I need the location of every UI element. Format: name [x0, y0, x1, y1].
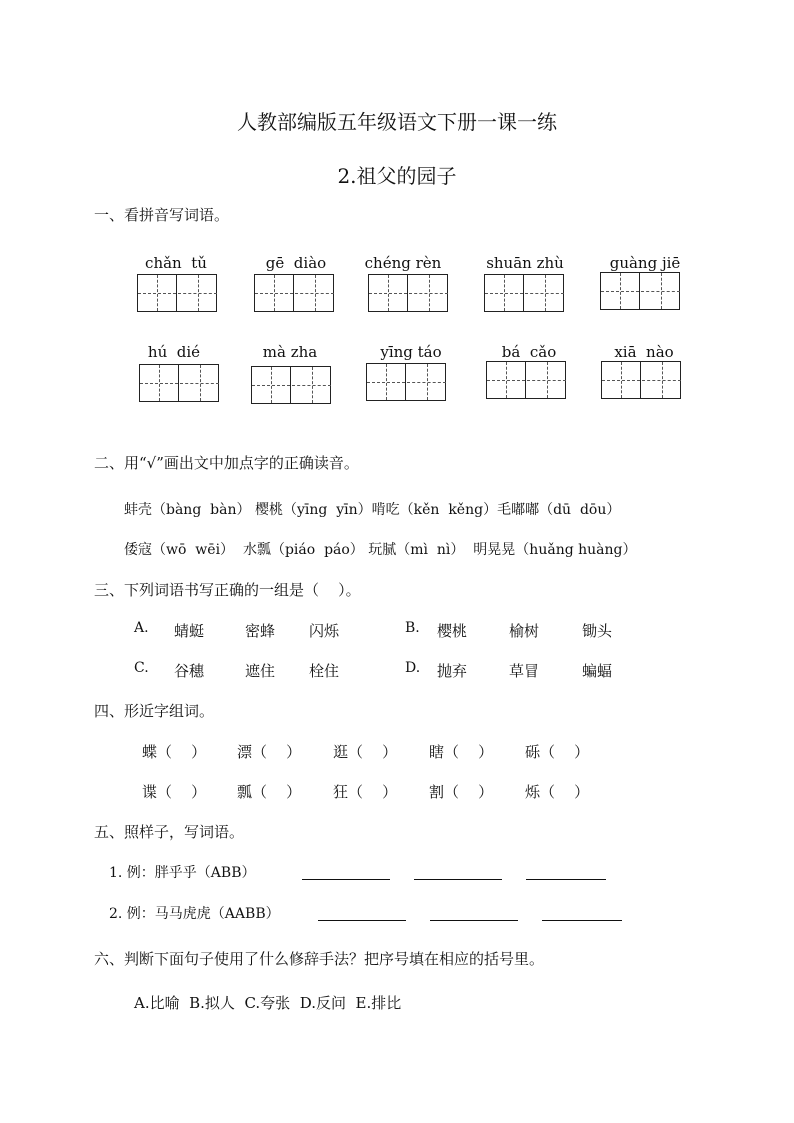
- reading-line: 倭寇（wō wēi） 水瓢（piáo páo） 玩腻（mì nì） 明晃晃（huǎng huàng）: [124, 542, 637, 558]
- writing-grid[interactable]: [486, 361, 566, 399]
- option-word: 蜻蜓: [174, 622, 205, 640]
- writing-grid[interactable]: [484, 274, 564, 312]
- q2-heading: 二、用“√”画出文中加点字的正确读音。: [94, 454, 359, 472]
- writing-grid[interactable]: [600, 272, 680, 310]
- rhetoric-options: A.比喻 B.拟人 C.夸张 D.反问 E.排比: [134, 994, 402, 1012]
- option-word: 谷穗: [174, 662, 205, 680]
- pinyin-label: guàng jiē: [609, 254, 681, 272]
- pinyin-label: chǎn tǔ: [145, 254, 207, 272]
- char-item: 漂（ ）: [237, 743, 302, 761]
- pinyin-label: xiā nào: [614, 343, 674, 361]
- writing-grid[interactable]: [368, 274, 448, 312]
- pinyin-label: shuān zhù: [486, 254, 564, 272]
- q5-heading: 五、照样子，写词语。: [94, 823, 245, 841]
- example-item: 2. 例：马马虎虎（AABB）: [109, 906, 280, 922]
- pinyin-label: chéng rèn: [364, 254, 442, 272]
- page-title: 人教部编版五年级语文下册一课一练: [237, 110, 557, 134]
- char-item: 烁（ ）: [525, 783, 590, 801]
- char-item: 逛（ ）: [333, 743, 398, 761]
- option-label: B.: [405, 620, 420, 636]
- option-word: 栓住: [309, 662, 340, 680]
- option-word: 闪烁: [309, 622, 340, 640]
- char-item: 瓢（ ）: [237, 783, 302, 801]
- answer-blank[interactable]: [542, 920, 622, 921]
- option-word: 榆树: [509, 622, 540, 640]
- pinyin-label: mà zha: [262, 343, 318, 361]
- pinyin-label: bá cǎo: [501, 343, 557, 361]
- writing-grid[interactable]: [366, 363, 446, 401]
- option-word: 草冒: [509, 662, 540, 680]
- char-item: 瞎（ ）: [429, 743, 494, 761]
- char-item: 蝶（ ）: [142, 743, 207, 761]
- lesson-title: 2.祖父的园子: [337, 164, 457, 188]
- answer-blank[interactable]: [318, 920, 406, 921]
- option-word: 密蜂: [245, 622, 276, 640]
- option-word: 锄头: [582, 622, 613, 640]
- option-label: A.: [134, 620, 149, 636]
- answer-blank[interactable]: [430, 920, 518, 921]
- writing-grid[interactable]: [137, 274, 217, 312]
- char-item: 割（ ）: [429, 783, 494, 801]
- option-word: 抛弃: [437, 662, 468, 680]
- writing-grid[interactable]: [254, 274, 334, 312]
- reading-line: 蚌壳（bàng bàn） 樱桃（yīng yīn）啃吃（kěn kěng）毛嘟嘟（dū dōu）: [124, 502, 621, 518]
- pinyin-label: gē diào: [265, 254, 327, 272]
- writing-grid[interactable]: [601, 361, 681, 399]
- option-label: C.: [134, 660, 149, 676]
- option-word: 遮住: [245, 662, 276, 680]
- option-word: 樱桃: [437, 622, 468, 640]
- char-item: 谍（ ）: [142, 783, 207, 801]
- q3-heading: 三、下列词语书写正确的一组是（ ）。: [94, 581, 361, 599]
- option-word: 蝙蝠: [582, 662, 613, 680]
- answer-blank[interactable]: [526, 879, 606, 880]
- writing-grid[interactable]: [251, 366, 331, 404]
- answer-blank[interactable]: [302, 879, 390, 880]
- writing-grid[interactable]: [139, 364, 219, 402]
- char-item: 狂（ ）: [333, 783, 398, 801]
- char-item: 砾（ ）: [525, 743, 590, 761]
- q1-heading: 一、看拼音写词语。: [94, 206, 230, 224]
- example-item: 1. 例：胖乎乎（ABB）: [109, 865, 256, 881]
- q6-heading: 六、判断下面句子使用了什么修辞手法？把序号填在相应的括号里。: [94, 950, 545, 968]
- q4-heading: 四、形近字组词。: [94, 702, 215, 720]
- answer-blank[interactable]: [414, 879, 502, 880]
- pinyin-label: hú dié: [147, 343, 201, 361]
- option-label: D.: [405, 660, 421, 676]
- pinyin-label: yīng táo: [380, 343, 442, 361]
